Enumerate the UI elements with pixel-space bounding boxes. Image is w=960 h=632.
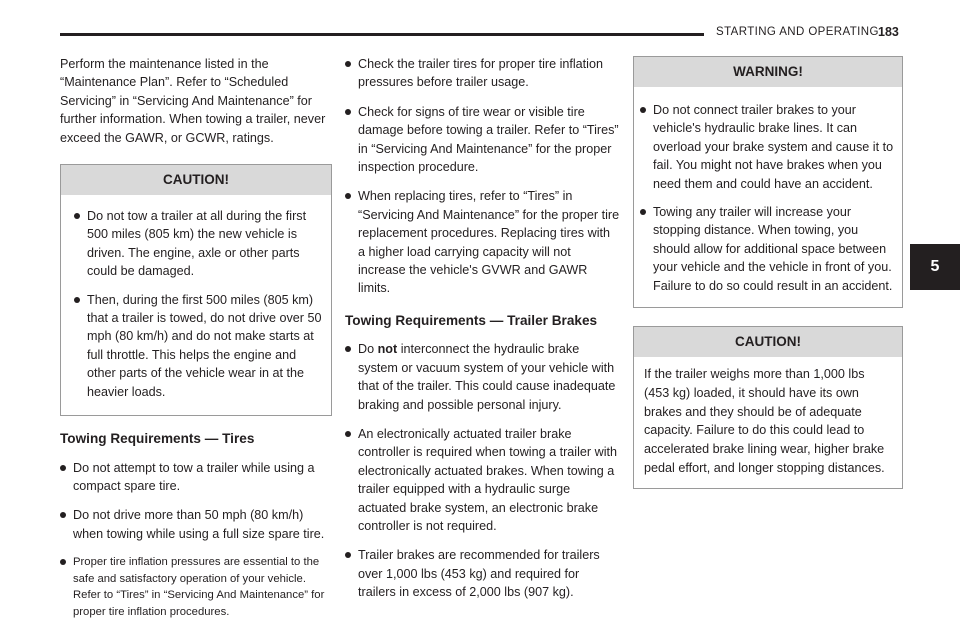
column-right xyxy=(633,56,903,489)
tires-list xyxy=(60,459,332,544)
brakes-item-lead: Do xyxy=(358,342,375,357)
intro-paragraph: Perform the maintenance listed in the “Maintenance Plan”. Refer to “Scheduled Servicing” in “Servicing And Maintenance” for further information. When towing a trailer, never exceed the GAWR, or GCWR, ratings. xyxy=(60,57,326,145)
page-number: 183 xyxy=(878,25,899,39)
tire-check-item: When replacing tires, refer to “Tires” in “Servicing And Maintenance” for the proper tire replacement procedures. Replacing tires with a higher load carrying capacity will not increase the vehicle's GVWR and GAWR limits. xyxy=(345,187,620,297)
chapter-tab xyxy=(910,244,960,290)
warning-box xyxy=(633,56,903,308)
tires-heading: Towing Requirements — Tires xyxy=(60,431,255,447)
brakes-item xyxy=(345,340,620,414)
warning-item: Towing any trailer will increase your stopping distance. When towing, you should allow for additional space between your vehicle and the vehicle in front of you. Failure to do so could result in an accident. xyxy=(640,203,896,295)
tire-check-item: Check the trailer tires for proper tire inflation pressures before trailer usage. xyxy=(345,55,620,92)
column-left xyxy=(60,55,332,632)
caution-box-right xyxy=(633,326,903,489)
tires-item: Do not drive more than 50 mph (80 km/h) when towing while using a full size spare tire. xyxy=(60,506,332,543)
header-rule xyxy=(60,33,704,36)
brakes-item-rest: interconnect the hydraulic brake system or vacuum system of your vehicle with that of the trailer. This could cause inadequate braking and possible personal injury. xyxy=(358,342,616,412)
caution-box xyxy=(60,164,332,416)
tires-note-list xyxy=(60,554,332,620)
warning-list xyxy=(640,101,896,295)
caution-right-body: If the trailer weighs more than 1,000 lbs (453 kg) loaded, it should have its own brakes and they should be of adequate capacity. Failure to do this could lead to accelerated brake lining wear, higher brake pedal effort, and longer stopping distances. xyxy=(644,367,885,476)
caution-body xyxy=(61,195,331,415)
tires-item: Do not attempt to tow a trailer while using a compact spare tire. xyxy=(60,459,332,496)
caution-title: CAUTION! xyxy=(61,165,331,195)
warning-item: Do not connect trailer brakes to your vehicle's hydraulic brake lines. It can overload your brake system and cause it to fail. You might not have brakes when you need them and could have an accident. xyxy=(640,101,896,193)
caution-item: Do not tow a trailer at all during the first 500 miles (805 km) the new vehicle is driven. The engine, axle or other parts could be damaged. xyxy=(74,207,323,281)
warning-title: WARNING! xyxy=(634,57,902,87)
brakes-heading: Towing Requirements — Trailer Brakes xyxy=(345,312,598,328)
chapter-number: 5 xyxy=(930,258,940,275)
brakes-item: An electronically actuated trailer brake controller is required when towing a trailer with electronically actuated brakes. When towing a trailer equipped with a hydraulic surge actuated brake system, an electronic brake controller is not required. xyxy=(345,425,620,535)
caution-list xyxy=(74,207,323,401)
warning-body xyxy=(634,87,902,307)
brakes-list xyxy=(345,340,620,601)
brakes-item-emphasis: not xyxy=(377,342,398,357)
tire-check-item: Check for signs of tire wear or visible tire damage before towing a trailer. Refer to “Tires” in “Servicing And Maintenance” for the proper inspection procedure. xyxy=(345,103,620,177)
column-middle xyxy=(345,55,620,613)
brakes-item: Trailer brakes are recommended for trailers over 1,000 lbs (453 kg) and required for trailers in excess of 2,000 lbs (907 kg). xyxy=(345,546,620,601)
tire-check-list xyxy=(345,55,620,298)
caution-item: Then, during the first 500 miles (805 km) that a trailer is towed, do not drive over 50 mph (80 km/h) and do not make starts at full throttle. This helps the engine and other parts of the vehicle wear in at the heavier loads. xyxy=(74,291,323,401)
section-title: STARTING AND OPERATING xyxy=(716,26,879,38)
tires-note-item: Proper tire inflation pressures are essential to the safe and satisfactory operation of your vehicle. Refer to “Tires” in “Servicing And Maintenance” for proper tire inflation procedures. xyxy=(60,554,332,620)
caution-right-title: CAUTION! xyxy=(634,327,902,357)
